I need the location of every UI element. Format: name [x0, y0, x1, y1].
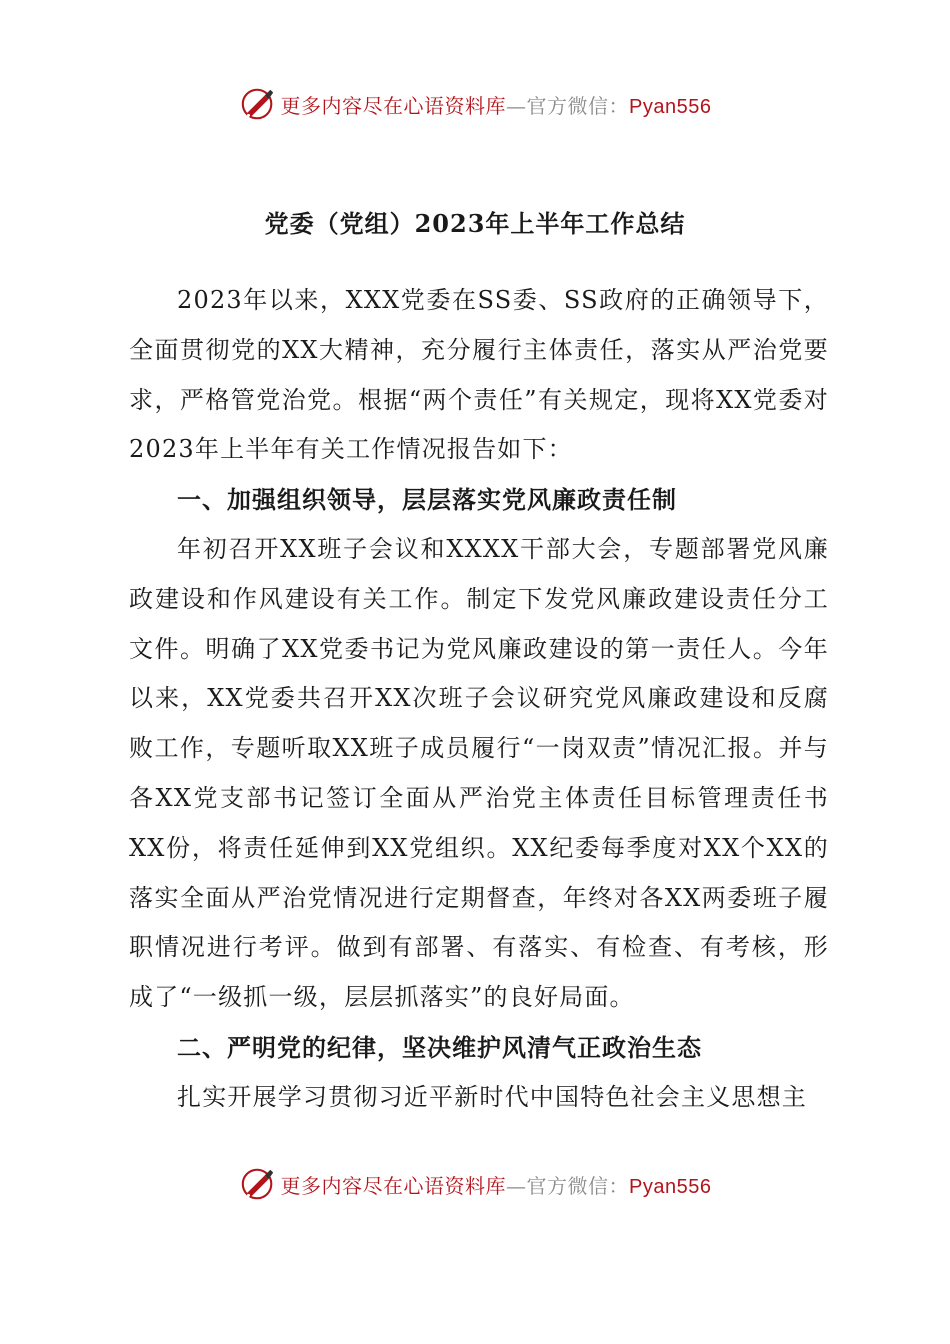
document-title: 党委（党组）2023年上半年工作总结: [264, 209, 686, 238]
banner-wechat-id: Pyan556: [629, 95, 712, 118]
intro-paragraph: 2023年以来，XXX党委在SS委、SS政府的正确领导下，全面贯彻党的XX大精神，充分履行主体责任，落实从严治党要求，严格管党治党。根据“两个责任”有关规定，现将XX党委对2023年上半年有关工作情况报告如下：: [129, 286, 829, 464]
section-2-heading: 二、严明党的纪律，坚决维护风清气正政治生态: [177, 1032, 702, 1062]
banner-wechat-label: 官方微信：: [526, 1173, 630, 1198]
pen-logo-icon: [239, 1165, 277, 1203]
section-2-paragraph: 扎实开展学习贯彻习近平新时代中国特色社会主义思想主: [177, 1082, 807, 1111]
section-1-heading: 一、加强组织领导，层层落实党风廉政责任制: [177, 485, 677, 515]
banner-dash: —: [506, 93, 527, 118]
pen-logo-icon: [239, 85, 277, 123]
banner-slogan: 更多内容尽在心语资料库: [280, 1173, 507, 1198]
banner-dash: —: [506, 1173, 527, 1198]
banner-text: [281, 90, 712, 119]
banner-slogan: 更多内容尽在心语资料库: [280, 93, 507, 118]
banner-text: [281, 1170, 712, 1199]
document-body: [129, 276, 829, 1123]
footer-banner: [0, 1164, 950, 1204]
section-1-paragraph: 年初召开XX班子会议和XXXX干部大会，专题部署党风廉政建设和作风建设有关工作。制定下发党风廉政建设责任分工文件。明确了XX党委书记为党风廉政建设的第一责任人。今年以来，XX党委共召开XX次班子会议研究党风廉政建设和反腐败工作，专题听取XX班子成员履行“一岗双责”情况汇报。并与各XX党支部书记签订全面从严治党主体责任目标管理责任书XX份，将责任延伸到XX党组织。XX纪委每季度对XX个XX的落实全面从严治党情况进行定期督查，年终对各XX两委班子履职情况进行考评。做到有部署、有落实、有检查、有考核，形成了“一级抓一级，层层抓落实”的良好局面。: [129, 534, 829, 1012]
banner-wechat-id: Pyan556: [629, 1175, 712, 1198]
banner-wechat-label: 官方微信：: [526, 93, 630, 118]
header-banner: [0, 84, 950, 124]
